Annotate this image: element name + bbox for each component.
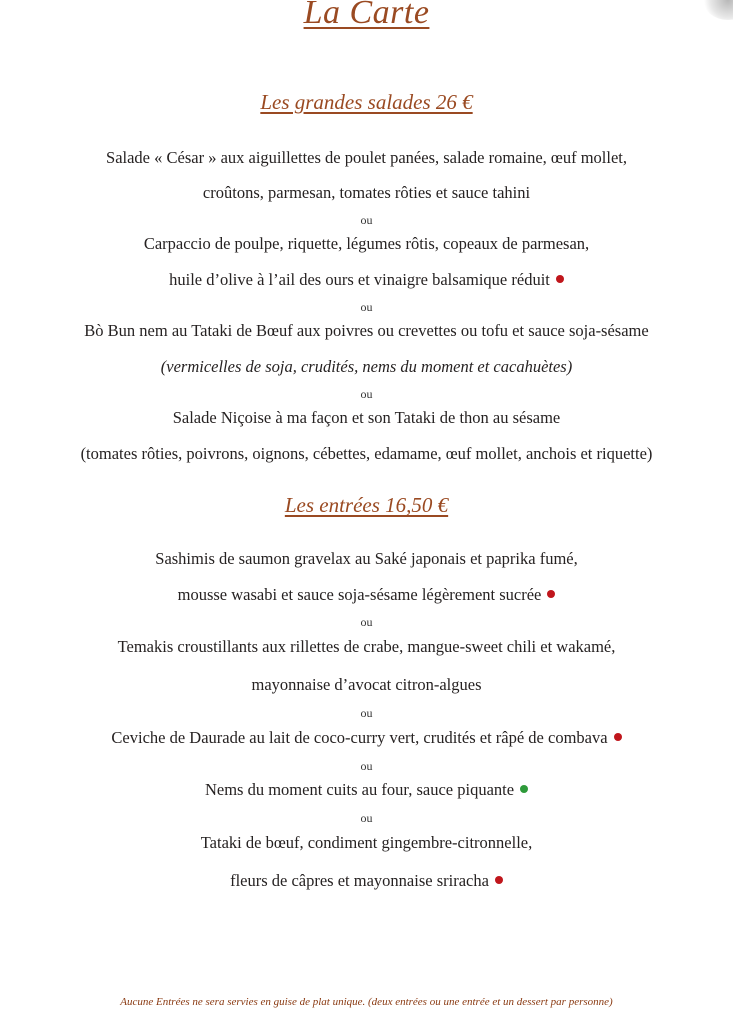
tataki-line-2 (0, 871, 733, 891)
green-dot-icon (520, 785, 528, 793)
red-dot-icon (495, 876, 503, 884)
nems-line (0, 780, 733, 800)
salade-cesar-line-2: croûtons, parmesan, tomates rôties et sauce tahini (202, 183, 531, 202)
carpaccio-line-2-text: huile d’olive à l’ail des ours et vinaigre balsamique réduit (169, 270, 550, 289)
footnote: Aucune Entrées ne sera servies en guise de plat unique. (deux entrées ou une entrée et un dessert par personne) (120, 996, 613, 1008)
tataki-line-1: Tataki de bœuf, condiment gingembre-citronnelle, (200, 833, 533, 852)
separator-ou: ou (360, 759, 373, 773)
carpaccio-line-1: Carpaccio de poulpe, riquette, légumes rôtis, copeaux de parmesan, (143, 234, 590, 253)
separator-ou: ou (360, 387, 373, 401)
ceviche-line-text: Ceviche de Daurade au lait de coco-curry vert, crudités et râpé de combava (111, 728, 608, 747)
separator-ou: ou (360, 615, 373, 629)
red-dot-icon (547, 590, 555, 598)
menu-title: La Carte (303, 0, 430, 31)
nems-line-text: Nems du moment cuits au four, sauce piquante (204, 780, 515, 799)
section-title-salades: Les grandes salades 26 € (260, 90, 473, 114)
red-dot-icon (556, 275, 564, 283)
separator-ou: ou (360, 811, 373, 825)
tataki-line-2-text: fleurs de câpres et mayonnaise sriracha (230, 871, 489, 890)
sashimis-line-1: Sashimis de saumon gravelax au Saké japonais et paprika fumé, (155, 549, 578, 568)
sashimis-line-2-text: mousse wasabi et sauce soja-sésame légèrement sucrée (177, 585, 542, 604)
section-title-entrees: Les entrées 16,50 € (284, 493, 449, 517)
bo-bun-line-2: (vermicelles de soja, crudités, nems du moment et cacahuètes) (160, 357, 573, 376)
carpaccio-line-2 (0, 270, 733, 290)
salade-cesar-line-1: Salade « César » aux aiguillettes de poulet panées, salade romaine, œuf mollet, (106, 148, 627, 167)
ceviche-line (0, 728, 733, 748)
red-dot-icon (614, 733, 622, 741)
temakis-line-1: Temakis croustillants aux rillettes de crabe, mangue-sweet chili et wakamé, (117, 637, 616, 656)
separator-ou: ou (360, 213, 373, 227)
nicoise-line-1: Salade Niçoise à ma façon et son Tataki de thon au sésame (172, 408, 561, 427)
separator-ou: ou (360, 706, 373, 720)
separator-ou: ou (360, 300, 373, 314)
sashimis-line-2 (0, 585, 733, 605)
nicoise-line-2: (tomates rôties, poivrons, oignons, cébettes, edamame, œuf mollet, anchois et riquette) (80, 444, 653, 463)
temakis-line-2: mayonnaise d’avocat citron-algues (251, 675, 482, 694)
bo-bun-line-1: Bò Bun nem au Tataki de Bœuf aux poivres ou crevettes ou tofu et sauce soja-sésame (84, 321, 649, 340)
